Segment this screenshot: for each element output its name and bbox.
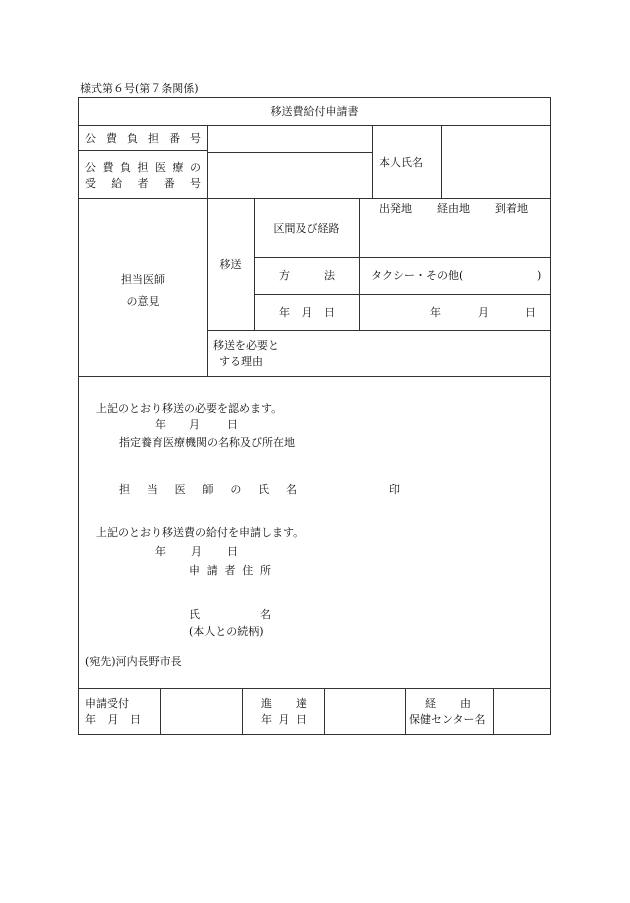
rule — [79, 688, 550, 689]
route-label: 区間及び経路 — [273, 222, 340, 235]
rule — [405, 688, 406, 734]
date-label — [279, 306, 335, 319]
label-char: の — [230, 483, 242, 496]
label-char: 進 — [261, 697, 272, 710]
label-char: 法 — [324, 269, 335, 282]
recipient-number-label-line2 — [85, 177, 201, 190]
label-char: 担 — [137, 161, 149, 174]
label-char: 負 — [120, 161, 131, 174]
method-value: タクシー・その他( — [371, 269, 464, 282]
rule — [254, 257, 550, 258]
application-text: 上記のとおり移送費の給付を申請します。 — [96, 526, 305, 539]
rule — [359, 198, 360, 330]
label-char: 達 — [296, 697, 307, 710]
label-char: 氏 — [189, 608, 200, 621]
label-char: 療 — [172, 161, 184, 174]
label-char: 医 — [174, 483, 186, 496]
relationship-label: (本人との続柄) — [189, 625, 264, 638]
label-char: 日 — [130, 713, 141, 726]
person-name-label: 本人氏名 — [379, 156, 423, 169]
label-char: 住 — [242, 564, 254, 577]
applicant-address-label — [189, 564, 271, 577]
application-year: 年 — [155, 545, 166, 558]
approval-year: 年 — [155, 418, 166, 431]
rule — [79, 376, 550, 377]
transfer-label: 移送 — [219, 258, 242, 271]
label-char: 師 — [202, 483, 214, 496]
rule — [207, 125, 208, 376]
label-char: 費 — [102, 161, 114, 174]
label-char: 者 — [137, 177, 149, 190]
label-char: 公 — [85, 161, 96, 174]
approval-text: 上記のとおり移送の必要を認めます。 — [96, 402, 283, 415]
rule — [324, 688, 325, 734]
rule — [160, 688, 161, 734]
label-char: 所 — [260, 564, 271, 577]
label-char: 申 — [189, 564, 200, 577]
rule — [242, 688, 243, 734]
label-char: 年 — [261, 713, 272, 726]
label-char: 給 — [111, 177, 123, 190]
doctor-opinion-line1: 担当医師 — [121, 273, 165, 286]
application-day: 日 — [227, 545, 238, 558]
reason-label-line2: する理由 — [219, 355, 263, 368]
form-title: 移送費給付申請書 — [270, 105, 359, 118]
label-char: 受 — [85, 177, 96, 190]
rule — [372, 125, 373, 198]
date-year: 年 — [430, 306, 441, 319]
label-char: 費 — [106, 132, 117, 145]
date-month: 月 — [478, 306, 489, 319]
forward-label-line1 — [261, 697, 307, 710]
label-char: 年 — [279, 306, 290, 319]
application-form-table — [78, 97, 551, 735]
rule — [207, 152, 372, 153]
label-char: 号 — [190, 177, 201, 190]
facility-label: 指定養育医療機関の名称及び所在地 — [119, 436, 295, 449]
rule — [493, 688, 494, 734]
rule — [79, 150, 207, 151]
label-char: 日 — [324, 306, 335, 319]
rule — [79, 198, 550, 199]
applicant-name-label — [189, 608, 271, 621]
label-char: 当 — [146, 483, 158, 496]
label-char: 名 — [260, 608, 271, 621]
approval-day: 日 — [227, 418, 238, 431]
rule — [207, 330, 550, 331]
label-char: 番 — [163, 177, 175, 190]
rule — [441, 125, 442, 198]
label-char: 担 — [148, 132, 159, 145]
method-close: ) — [537, 269, 542, 282]
via-label-line2: 保健センター名 — [409, 713, 486, 726]
route-header-via: 経由地 — [437, 202, 470, 215]
recipient-number-label-line1 — [85, 161, 201, 174]
label-char: 担 — [119, 483, 130, 496]
date-day: 日 — [525, 306, 536, 319]
label-char: 経 — [425, 697, 436, 710]
public-payer-number-label — [85, 132, 201, 145]
label-char: 日 — [296, 713, 307, 726]
doctor-name-label — [119, 483, 297, 496]
label-char: 月 — [301, 306, 313, 319]
label-char: 者 — [224, 564, 236, 577]
receipt-label-line1: 申請受付 — [85, 697, 129, 710]
label-char: 公 — [85, 132, 96, 145]
label-char: 番 — [169, 132, 180, 145]
label-char: 方 — [279, 269, 290, 282]
label-char: 月 — [107, 713, 119, 726]
reason-label-line1: 移送を必要と — [213, 339, 279, 352]
label-char: 号 — [190, 132, 201, 145]
label-char: 由 — [460, 697, 471, 710]
method-label — [279, 269, 335, 282]
via-label-line1 — [425, 697, 471, 710]
rule — [254, 294, 550, 295]
label-char: の — [190, 161, 201, 174]
form-number: 様式第６号(第７条関係) — [80, 82, 199, 95]
label-char: 年 — [85, 713, 96, 726]
label-char: 名 — [285, 483, 297, 496]
rule — [254, 198, 255, 330]
rule — [79, 125, 550, 126]
doctor-opinion-line2: の意見 — [126, 295, 160, 308]
label-char: 医 — [155, 161, 166, 174]
route-header-arrival: 到着地 — [495, 202, 528, 215]
label-char: 請 — [206, 564, 218, 577]
addressee: (宛先)河内長野市長 — [85, 655, 182, 668]
forward-label-line2 — [261, 713, 307, 726]
label-char: 負 — [127, 132, 138, 145]
route-header-departure: 出発地 — [379, 202, 412, 215]
application-month: 月 — [191, 545, 202, 558]
seal-mark: 印 — [389, 483, 400, 496]
receipt-label-line2 — [85, 713, 141, 726]
approval-month: 月 — [189, 418, 200, 431]
label-char: 氏 — [258, 483, 270, 496]
label-char: 月 — [278, 713, 290, 726]
